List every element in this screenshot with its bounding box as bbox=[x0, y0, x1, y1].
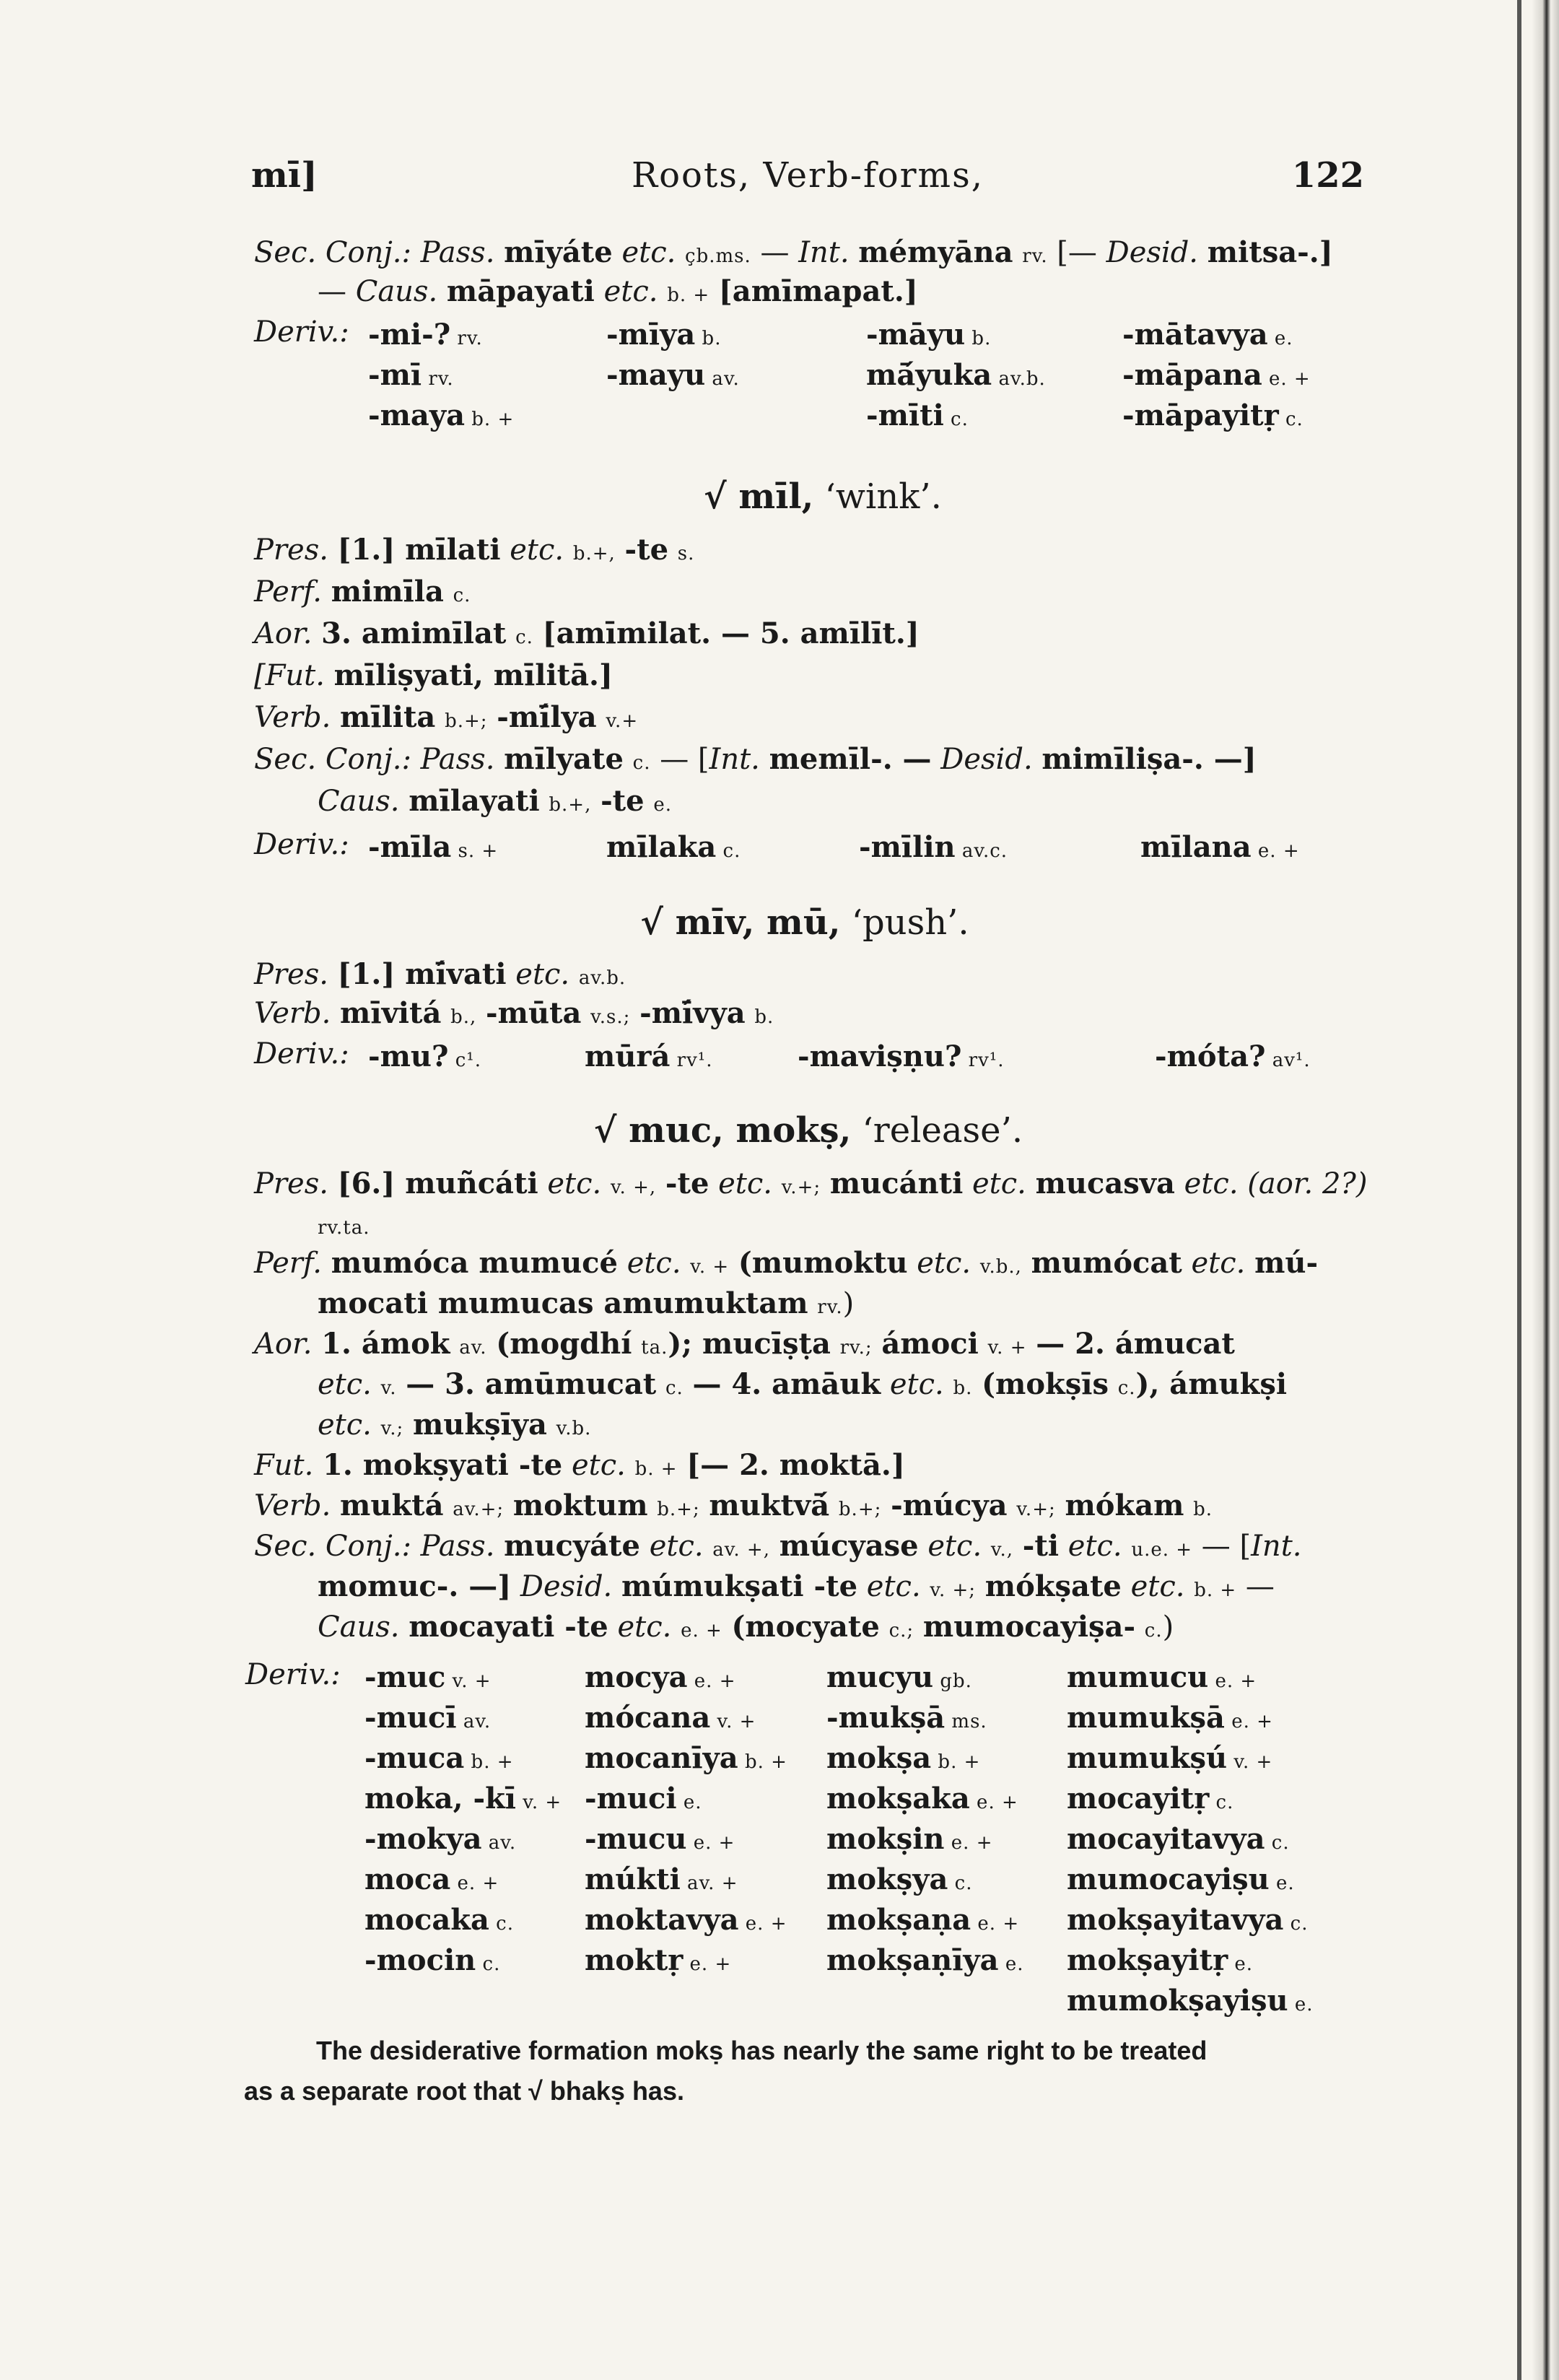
deriv-source: gb. bbox=[933, 1670, 972, 1692]
deriv-word: mumucu bbox=[1067, 1660, 1209, 1694]
mil-fut: [Fut. mīliṣyati, mīlitā.] bbox=[254, 658, 613, 692]
deriv-word: mokṣayitavya bbox=[1067, 1903, 1284, 1937]
muc-deriv-item bbox=[826, 1660, 972, 1694]
deriv-word: mokṣaṇa bbox=[826, 1903, 971, 1937]
muc-deriv-item bbox=[1067, 1903, 1308, 1937]
muc-sec-conj-cont: momuc-. —] Desid. múmukṣati -te etc. v. +; mókṣate etc. b. + — bbox=[318, 1569, 1275, 1603]
muc-deriv-item bbox=[364, 1903, 514, 1937]
deriv-word: mócana bbox=[585, 1701, 711, 1735]
deriv-source: e. + bbox=[1262, 368, 1311, 390]
muc-pres: Pres. [6.] muñcáti etc. v. +, -te etc. v.+; mucánti etc. mucasva etc. (aor. 2?) bbox=[254, 1167, 1368, 1200]
deriv-source: e. bbox=[676, 1792, 702, 1813]
root-heading-muc: √ muc, mokṣ, ‘release’. bbox=[593, 1110, 1023, 1151]
note-line-1: The desiderative formation mokṣ has nearly the same right to be treated bbox=[316, 2036, 1208, 2065]
mil-perf: Perf. mimīla c. bbox=[254, 575, 471, 609]
mi-deriv-item bbox=[606, 358, 740, 392]
deriv-source: e. + bbox=[450, 1873, 499, 1894]
deriv-source: av¹. bbox=[1265, 1050, 1311, 1071]
miv-pres: Pres. [1.] mī́vati etc. av.b. bbox=[254, 957, 626, 991]
deriv-source: v. + bbox=[445, 1670, 492, 1692]
miv-deriv-item bbox=[1155, 1039, 1311, 1073]
mil-caus: Caus. mīlayati b.+, -te e. bbox=[318, 784, 672, 818]
deriv-source: b. + bbox=[738, 1751, 787, 1773]
muc-deriv-item bbox=[364, 1822, 516, 1856]
deriv-word: mocayitṛ bbox=[1067, 1782, 1210, 1815]
mi-deriv-item bbox=[368, 398, 514, 432]
mil-deriv-item bbox=[859, 830, 1008, 864]
muc-deriv-item bbox=[826, 1903, 1019, 1937]
muc-deriv-item bbox=[826, 1782, 1018, 1815]
deriv-source: rv¹. bbox=[670, 1050, 713, 1071]
mi-deriv-item bbox=[368, 318, 483, 352]
muc-aor: Aor. 1. ámok av. (mogdhí ta.); mucīṣṭa rv.; ámoci v. + — 2. ámucat bbox=[254, 1327, 1235, 1361]
mil-deriv-item bbox=[1140, 830, 1300, 864]
deriv-word: -maviṣṇu? bbox=[798, 1039, 962, 1073]
deriv-source: e. bbox=[1288, 1994, 1314, 2015]
deriv-word: mokṣa bbox=[826, 1741, 932, 1775]
deriv-source: b. bbox=[695, 328, 722, 349]
deriv-source: e. + bbox=[683, 1953, 732, 1975]
deriv-word: mocya bbox=[585, 1660, 688, 1694]
deriv-source: e. + bbox=[1251, 840, 1300, 862]
mi-deriv-item bbox=[1122, 398, 1303, 432]
deriv-source: e. + bbox=[738, 1913, 787, 1935]
root-heading-miv: √ mīv, mū, ‘push’. bbox=[640, 902, 969, 943]
muc-deriv-item bbox=[826, 1701, 987, 1735]
deriv-source: rv¹. bbox=[961, 1050, 1005, 1071]
mi-deriv-item bbox=[368, 358, 454, 392]
deriv-word: -mukṣā bbox=[826, 1701, 946, 1735]
deriv-source: av.c. bbox=[955, 840, 1008, 862]
mil-pres: Pres. [1.] mīlati etc. b.+, -te s. bbox=[254, 533, 695, 567]
deriv-source: av. + bbox=[680, 1873, 738, 1894]
deriv-source: e. bbox=[1269, 1873, 1295, 1894]
mil-verb: Verb. mīlita b.+; -mī́lya v.+ bbox=[254, 700, 639, 734]
deriv-source: v. + bbox=[710, 1711, 756, 1732]
deriv-word: mumokṣayiṣu bbox=[1067, 1984, 1288, 2018]
mi-deriv-item bbox=[1122, 318, 1293, 352]
deriv-word: mokṣin bbox=[826, 1822, 945, 1856]
deriv-word: -mokya bbox=[364, 1822, 482, 1856]
muc-deriv-item bbox=[1067, 1943, 1253, 1977]
muc-deriv-item bbox=[1067, 1984, 1314, 2018]
page-edge-line bbox=[1517, 0, 1521, 2380]
deriv-word: mumukṣā bbox=[1067, 1701, 1225, 1735]
muc-sec-conj: Sec. Conj.: Pass. mucyáte etc. av. +, múcyase etc. v., -ti etc. u.e. + — [Int. bbox=[254, 1529, 1302, 1563]
muc-deriv-item bbox=[1067, 1741, 1272, 1775]
deriv-word: -mi-? bbox=[368, 318, 451, 352]
muc-aor-cont2: etc. v.; mukṣīya v.b. bbox=[318, 1408, 592, 1442]
deriv-word: múkti bbox=[585, 1862, 681, 1896]
deriv-word: mumukṣú bbox=[1067, 1741, 1228, 1775]
mi-deriv-item bbox=[606, 318, 721, 352]
deriv-word: -māpana bbox=[1122, 358, 1262, 392]
running-header bbox=[251, 155, 1364, 213]
deriv-source: av. bbox=[481, 1832, 517, 1854]
deriv-source: av.b. bbox=[992, 368, 1046, 390]
deriv-word: -móta? bbox=[1155, 1039, 1266, 1073]
muc-deriv-item bbox=[364, 1862, 499, 1896]
deriv-word: mumocayiṣu bbox=[1067, 1862, 1270, 1896]
muc-deriv-item bbox=[585, 1741, 787, 1775]
miv-deriv-item bbox=[368, 1039, 481, 1073]
deriv-source: c. bbox=[1278, 409, 1303, 430]
muc-deriv-item bbox=[364, 1741, 514, 1775]
mi-deriv-item bbox=[866, 318, 991, 352]
deriv-word: -mu? bbox=[368, 1039, 449, 1073]
deriv-source: b. bbox=[965, 328, 992, 349]
deriv-source: rv. bbox=[422, 368, 454, 390]
deriv-source: c. bbox=[948, 1873, 973, 1894]
muc-deriv-item bbox=[585, 1660, 736, 1694]
deriv-word: mūrá bbox=[585, 1039, 671, 1073]
mi-sec-conj: Sec. Conj.: Pass. mīyáte etc. çb.ms. — Int. mémyāna rv. [— Desid. mitsa-.] bbox=[254, 235, 1333, 269]
muc-deriv-item bbox=[826, 1741, 980, 1775]
deriv-word: -muci bbox=[585, 1782, 677, 1815]
muc-caus: Caus. mocayati -te etc. e. + (mocyate c.; mumocayiṣa- c.) bbox=[318, 1610, 1174, 1644]
deriv-source: c. bbox=[1265, 1832, 1290, 1854]
deriv-source: e. bbox=[1267, 328, 1293, 349]
deriv-word: mīlaka bbox=[606, 830, 717, 864]
deriv-word: mokṣaṇīya bbox=[826, 1943, 999, 1977]
deriv-word: mokṣya bbox=[826, 1862, 948, 1896]
deriv-word: moka, -kī bbox=[364, 1782, 516, 1815]
muc-deriv-label: Deriv.: bbox=[245, 1658, 341, 1691]
root-heading-mil: √ mīl, ‘wink’. bbox=[704, 476, 942, 517]
deriv-word: moktavya bbox=[585, 1903, 739, 1937]
deriv-source: c. bbox=[489, 1913, 515, 1935]
muc-deriv-item bbox=[1067, 1782, 1233, 1815]
deriv-source: e. bbox=[998, 1953, 1024, 1975]
deriv-source: s. + bbox=[451, 840, 499, 862]
muc-deriv-item bbox=[585, 1782, 702, 1815]
muc-deriv-item bbox=[585, 1943, 731, 1977]
deriv-word: -mucī bbox=[364, 1701, 457, 1735]
muc-deriv-item bbox=[364, 1701, 491, 1735]
miv-deriv-label: Deriv.: bbox=[254, 1037, 349, 1071]
deriv-source: ms. bbox=[945, 1711, 987, 1732]
muc-deriv-item bbox=[364, 1943, 500, 1977]
deriv-source: e. + bbox=[944, 1832, 993, 1854]
muc-deriv-item bbox=[585, 1701, 756, 1735]
mil-deriv-label: Deriv.: bbox=[254, 828, 349, 861]
mi-deriv-item bbox=[866, 358, 1046, 392]
deriv-word: -mīla bbox=[368, 830, 452, 864]
deriv-word: mocayitavya bbox=[1067, 1822, 1265, 1856]
deriv-word: -mīlin bbox=[859, 830, 956, 864]
deriv-source: e. + bbox=[1224, 1711, 1273, 1732]
deriv-source: c. bbox=[716, 840, 741, 862]
miv-deriv-item bbox=[798, 1039, 1004, 1073]
deriv-word: -mayu bbox=[606, 358, 706, 392]
deriv-source: c. bbox=[476, 1953, 501, 1975]
page-number: 122 bbox=[1291, 155, 1364, 196]
muc-deriv-item bbox=[826, 1862, 973, 1896]
deriv-word: -mātavya bbox=[1122, 318, 1268, 352]
miv-verb: Verb. mīvitá b., -mūta v.s.; -mī́vya b. bbox=[254, 996, 774, 1030]
deriv-word: -māyu bbox=[866, 318, 966, 352]
deriv-source: e. + bbox=[969, 1792, 1018, 1813]
mil-aor: Aor. 3. amimīlat c. [amīmilat. — 5. amīlīt.] bbox=[254, 616, 920, 650]
mil-deriv-item bbox=[368, 830, 498, 864]
muc-deriv-item bbox=[364, 1782, 562, 1815]
header-root: mī] bbox=[251, 155, 318, 196]
muc-deriv-item bbox=[826, 1943, 1024, 1977]
deriv-source: e. + bbox=[687, 1670, 736, 1692]
miv-deriv-item bbox=[585, 1039, 712, 1073]
muc-deriv-item bbox=[585, 1862, 738, 1896]
muc-deriv-item bbox=[1067, 1701, 1273, 1735]
deriv-source: e. + bbox=[1208, 1670, 1257, 1692]
deriv-word: -mocin bbox=[364, 1943, 476, 1977]
deriv-word: mocaka bbox=[364, 1903, 489, 1937]
muc-fut: Fut. 1. mokṣyati -te etc. b. + [— 2. moktā.] bbox=[254, 1448, 905, 1482]
mi-deriv-item bbox=[1122, 358, 1311, 392]
muc-aor-cont1: etc. v. — 3. amūmucat c. — 4. amāuk etc. b. (mokṣīs c.), ámukṣi bbox=[318, 1367, 1288, 1401]
deriv-word: moktṛ bbox=[585, 1943, 684, 1977]
mi-deriv-label: Deriv.: bbox=[254, 315, 349, 349]
deriv-word: -mīya bbox=[606, 318, 696, 352]
deriv-word: -māpayitṛ bbox=[1122, 398, 1279, 432]
deriv-source: e. + bbox=[971, 1913, 1020, 1935]
deriv-word: -maya bbox=[368, 398, 466, 432]
deriv-source: av. bbox=[705, 368, 740, 390]
header-title: Roots, Verb-forms, bbox=[632, 155, 984, 196]
muc-deriv-item bbox=[364, 1660, 492, 1694]
deriv-word: -mucu bbox=[585, 1822, 687, 1856]
deriv-word: -muc bbox=[364, 1660, 446, 1694]
muc-deriv-item bbox=[1067, 1660, 1257, 1694]
deriv-source: c¹. bbox=[448, 1050, 481, 1071]
deriv-source: rv. bbox=[450, 328, 483, 349]
muc-deriv-item bbox=[1067, 1862, 1295, 1896]
muc-deriv-item bbox=[585, 1822, 735, 1856]
deriv-word: -mīti bbox=[866, 398, 944, 432]
page-edge-shadow bbox=[1532, 0, 1559, 2380]
deriv-source: v. + bbox=[1227, 1751, 1273, 1773]
mi-caus: — Caus. māpayati etc. b. + [amīmapat.] bbox=[318, 274, 918, 308]
deriv-word: mā́yuka bbox=[866, 358, 992, 392]
deriv-source: e. bbox=[1228, 1953, 1254, 1975]
deriv-word: mucyu bbox=[826, 1660, 934, 1694]
muc-pres-src: rv.ta. bbox=[318, 1217, 370, 1239]
deriv-source: c. bbox=[1283, 1913, 1309, 1935]
deriv-word: -muca bbox=[364, 1741, 465, 1775]
deriv-word: mīlana bbox=[1140, 830, 1252, 864]
deriv-word: moca bbox=[364, 1862, 451, 1896]
mi-deriv-item bbox=[866, 398, 969, 432]
deriv-source: c. bbox=[1209, 1792, 1234, 1813]
muc-deriv-item bbox=[826, 1822, 992, 1856]
mil-deriv-item bbox=[606, 830, 741, 864]
note-line-2: as a separate root that √ bhakṣ has. bbox=[244, 2076, 684, 2106]
deriv-source: b. + bbox=[931, 1751, 981, 1773]
muc-deriv-item bbox=[1067, 1822, 1290, 1856]
deriv-source: v. + bbox=[516, 1792, 562, 1813]
mil-sec-conj: Sec. Conj.: Pass. mīlyate c. — [Int. memīl-. — Desid. mimīliṣa-. —] bbox=[254, 742, 1257, 776]
deriv-source: b. + bbox=[465, 409, 515, 430]
deriv-source: av. bbox=[456, 1711, 492, 1732]
deriv-word: -mī bbox=[368, 358, 422, 392]
deriv-word: mokṣayitṛ bbox=[1067, 1943, 1228, 1977]
muc-perf: Perf. mumóca mumucé etc. v. + (mumoktu etc. v.b., mumócat etc. mú- bbox=[254, 1246, 1319, 1280]
deriv-source: e. + bbox=[686, 1832, 735, 1854]
deriv-word: mocanīya bbox=[585, 1741, 738, 1775]
muc-verb: Verb. muktá av.+; moktum b.+; muktvā́ b.+; -múcya v.+; mókam b. bbox=[254, 1488, 1213, 1522]
muc-deriv-item bbox=[585, 1903, 787, 1937]
muc-perf-cont: mocati mumucas amumuktam rv.) bbox=[318, 1286, 855, 1320]
deriv-source: b. + bbox=[464, 1751, 514, 1773]
deriv-source: c. bbox=[943, 409, 969, 430]
deriv-word: mokṣaka bbox=[826, 1782, 970, 1815]
